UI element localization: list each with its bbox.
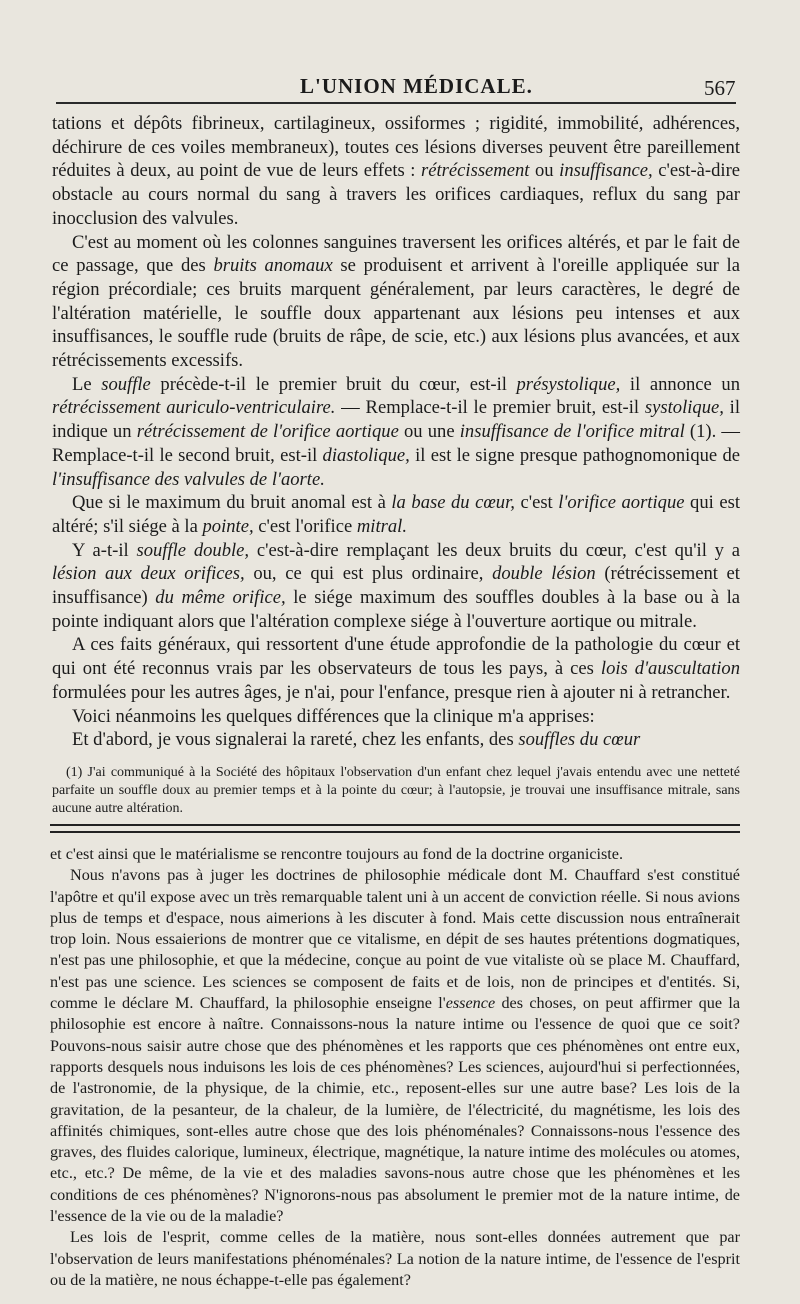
page-number: 567 — [704, 76, 736, 100]
paragraph: et c'est ainsi que le matérialisme se rencontre toujours au fond de la doctrine organiciste. — [50, 845, 624, 863]
section-divider — [50, 824, 740, 833]
footnote — [52, 764, 740, 818]
paragraph: C'est au moment où les colonnes sanguines traversent les orifices altérés, et par le fait de ce passage, que des bruits anomaux se produisent et arrivent à l'oreille appliquée sur la région précordiale; ces bruits marquent généralement, par leurs caractères, le degré de l'altération matérielle, le souffle doux appartenant aux lésions peu intenses et aux insuffisances, le souffle rude (bruits de râpe, de scie, etc.) aux lésions plus avancées, et aux rétrécissements excessifs. — [52, 231, 740, 372]
paragraph: Voici néanmoins les quelques différences que la clinique m'a apprises: — [72, 705, 595, 727]
lower-column — [50, 844, 740, 1291]
footnote-text: (1) J'ai communiqué à la Société des hôpitaux l'observation d'un enfant chez lequel j'avais entendu avec une netteté parfaite un souffle doux au premier temps et à la pointe du cœur; à l'autopsie, je trouvai une insuffisance mitrale, sans aucune autre altération. — [52, 765, 740, 816]
header-rule — [56, 102, 736, 104]
paragraph: Y a-t-il souffle double, c'est-à-dire remplaçant les deux bruits du cœur, c'est qu'il y a lésion aux deux orifices, ou, ce qui est plus ordinaire, double lésion (rétrécissement et insuffisance) du même orifice, le siége maximum des souffles doubles à la base ou à la pointe indiquant alors que l'altération complexe siége à l'ouverture aortique ou mitrale. — [52, 539, 741, 632]
paragraph: Et d'abord, je vous signalerai la rareté, chez les enfants, des souffles du cœur — [72, 729, 641, 751]
paragraph: Les lois de l'esprit, comme celles de la matière, nous sont-elles données autrement que par l'observation de leurs manifestations phénoménales? La notion de la nature intime, de l'essence de l'esprit ou de la matière, ne nous échappe-t-elle pas également? — [50, 1228, 740, 1289]
paragraph: A ces faits généraux, qui ressortent d'une étude approfondie de la pathologie du cœur et qui ont été reconnus vrais par les observateurs de tous les pays, à ces lois d'auscultation formulées pour les autres âges, je n'ai, pour l'enfance, presque rien à ajouter ni à retrancher. — [52, 634, 740, 703]
running-title: L'UNION MÉDICALE. — [300, 74, 533, 98]
paragraph: Nous n'avons pas à juger les doctrines de philosophie médicale dont M. Chauffard s'est constitué l'apôtre et qu'il expose avec un très remarquable talent uni à un accent de conviction réelle. Si nous avions plus de temps et d'espace, nous aimerions à les discuter à fond. Mais cette discussion nous entraînerait trop loin. Nous essaierions de montrer que ce vitalisme, en dépit de ses hautes prétentions dogmatiques, n'est pas une philosophie, et que la médecine, conçue au point de vue vitaliste où se place M. Chauffard, n'est pas une science. Les sciences se composent de faits et de lois, non de principes et d'entités. Si, comme le déclare M. Chauffard, la philosophie enseigne l'essence des choses, on peut affirmer que la philosophie est encore à naître. Connaissons-nous la nature intime ou l'essence de quoi que ce soit? Pouvons-nous saisir autre chose que des phénomènes et les rapports que ces phénomènes ont entre eux, rapports desquels nous induisons les lois de ces phénomènes? Les sciences, aujourd'hui si perfectionnées, de l'astronomie, de la physique, de la chimie, etc., reposent-elles sur une autre base? Les lois de la gravitation, de la pesanteur, de la chaleur, de la lumière, de l'électricité, du magnétisme, les lois des affinités chimiques, sont-elles autre chose que des lois phénoménales? Connaissons-nous l'essence des graves, des fluides calorique, lumineux, électrique, magnétique, la nature intime des molécules ou atomes, etc., etc.? De même, de la vie et des maladies savons-nous autre chose que les phénomènes et les conditions de ces phénomènes? N'ignorons-nous pas absolument le premier mot de la nature intime, de l'essence de la vie ou de la maladie? — [50, 866, 740, 1226]
paragraph: Le souffle précède-t-il le premier bruit du cœur, est-il présystolique, il annonce un rétrécissement auriculo-ventriculaire. — Remplace-t-il le premier bruit, est-il systolique, il indique un rétrécissement de l'orifice aortique ou une insuffisance de l'orifice mitral (1). — Remplace-t-il le second bruit, est-il diastolique, il est le signe presque pathognomonique de l'insuffisance des valvules de l'aorte. — [52, 373, 741, 490]
page-header — [0, 74, 800, 104]
upper-column — [52, 112, 740, 752]
paragraph: Que si le maximum du bruit anomal est à la base du cœur, c'est l'orifice aortique qui est altéré; s'il siége à la pointe, c'est l'orifice mitral. — [52, 492, 740, 537]
paragraph: tations et dépôts fibrineux, cartilagineux, ossiformes ; rigidité, immobilité, adhérences, déchirure de ces voiles membraneux), toutes ces lésions diverses peuvent être pareillement réduites à deux, au point de vue de leurs effets : rétrécissement ou insuffisance, c'est-à-dire obstacle au cours normal du sang à travers les orifices cardiaques, reflux du sang par inocclusion des valvules. — [52, 113, 741, 229]
